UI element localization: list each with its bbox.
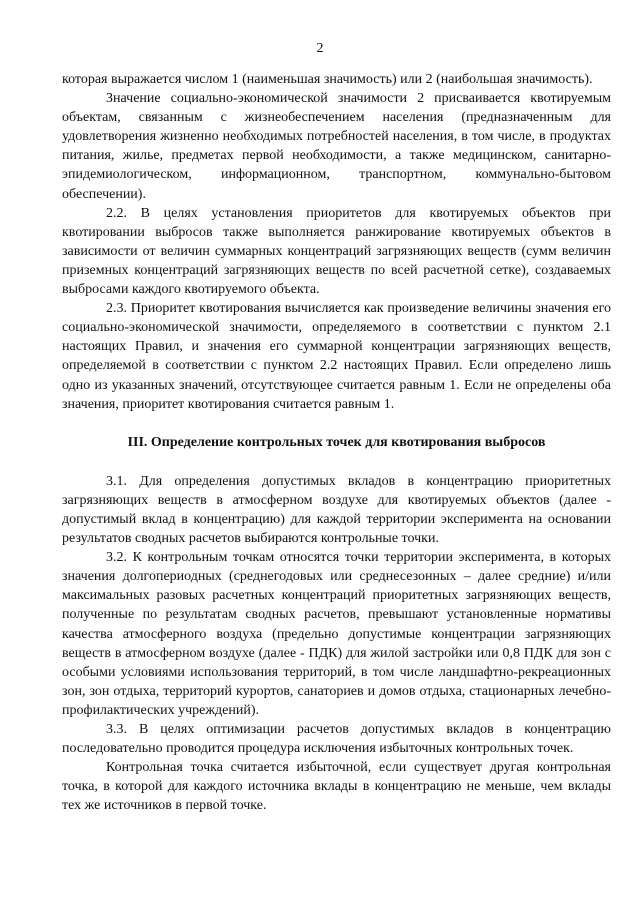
section-heading: III. Определение контрольных точек для квотирования выбросов [127,434,546,450]
paragraph-significance-2: Значение социально-экономической значимости 2 присваивается квотируемым объектам, связанным с жизнеобеспечением населения (предназначенным для удовлетворения жизненно необходимых потребностей населения, в том числе, в продуктах питания, жилье, предметах первой необходимости, а также медицинском, санитарно-эпидемиологическом, информационном, транспортном, коммунально-бытовом обеспечении). [62,91,611,202]
paragraph-2-3: 2.3. Приоритет квотирования вычисляется как произведение величины значения его социально-экономической значимости, определяемого в соответствии с пунктом 2.1 настоящих Правил, и значения его суммарной концентрации загрязняющих веществ, определяемой в соответствии с пунктом 2.2 настоящих Правил. Если определено лишь одно из указанных значений, отсутствующее считается равным 1. Если не определены оба значения, приоритет квотирования считается равным 1. [62,301,611,412]
page-number: 2 [316,41,324,56]
document-body [62,70,611,815]
paragraph-redundant-point: Контрольная точка считается избыточной, если существует другая контрольная точка, в которой для каждого источника вклады в концентрацию не меньше, чем вклады тех же источников в первой точке. [62,760,611,814]
paragraph-3-1: 3.1. Для определения допустимых вкладов в концентрацию приоритетных загрязняющих веществ в атмосферном воздухе для квотируемых объектов (далее - допустимый вклад в концентрацию) для каждой территории эксперимента на основании результатов сводных расчетов выбираются контрольные точки. [62,473,611,547]
paragraph-continuation: которая выражается числом 1 (наименьшая значимость) или 2 (наибольшая значимость). [62,72,593,87]
paragraph-3-2: 3.2. К контрольным точкам относятся точки территории эксперимента, в которых значения долгопериодных (среднегодовых или среднесезонных – далее средние) и/или максимальных разовых расчетных концентраций приоритетных загрязняющих веществ, полученные по результатам сводных расчетов, превышают установленные нормативы качества атмосферного воздуха (предельно допустимые концентрации загрязняющих веществ в атмосферном воздухе (далее - ПДК) для жилой застройки или 0,8 ПДК для зон с особыми условиями использования территорий, в том числе ландшафтно-рекреационных зон, зон отдыха, территорий курортов, санаториев и домов отдыха, стационарных лечебно-профилактических учреждений). [62,550,611,718]
paragraph-3-3: 3.3. В целях оптимизации расчетов допустимых вкладов в концентрацию последовательно проводится процедура исключения избыточных контрольных точек. [62,722,611,757]
paragraph-2-2: 2.2. В целях установления приоритетов для квотируемых объектов при квотировании выбросов также выполняется ранжирование квотируемых объектов в зависимости от величин суммарных концентраций загрязняющих веществ (сумм величин приземных концентраций загрязняющих веществ по всей расчетной сетке), создаваемых выбросами каждого квотируемого объекта. [62,205,611,298]
